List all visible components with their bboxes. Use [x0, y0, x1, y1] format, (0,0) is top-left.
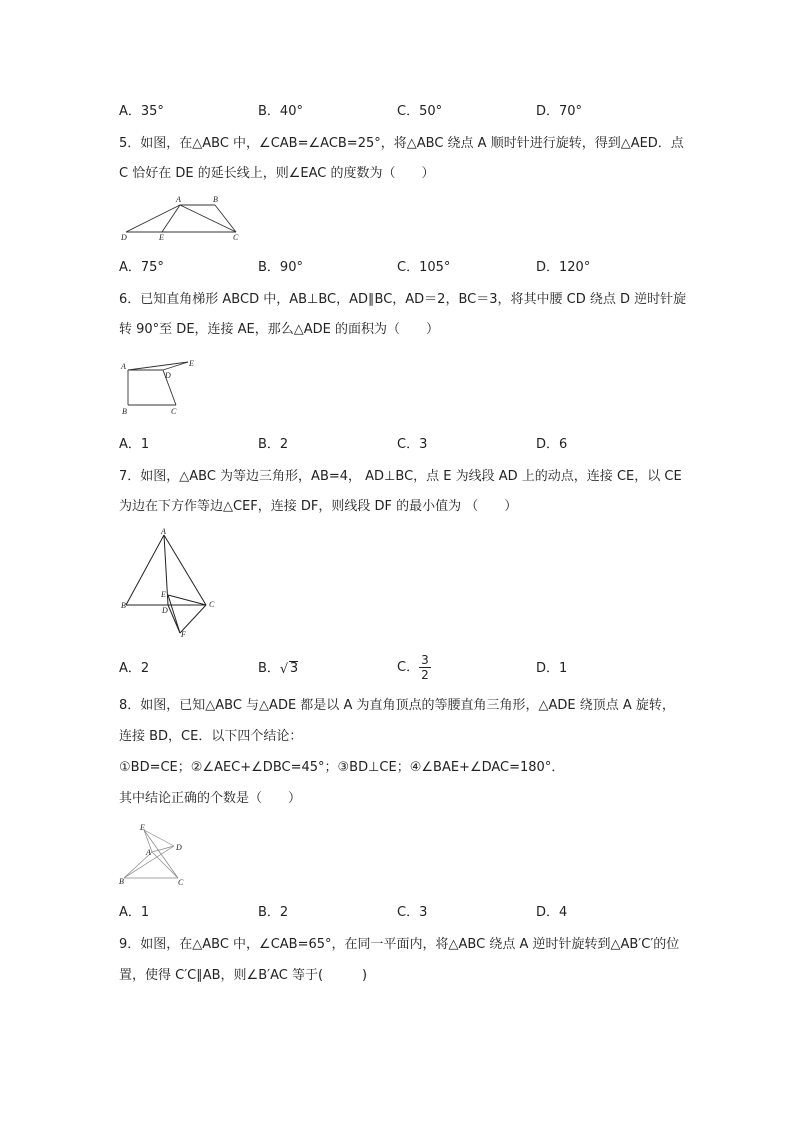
q7-option-a: A．2 — [119, 661, 150, 676]
q8-label-c: C — [178, 878, 184, 887]
q5-label-a: A — [176, 195, 181, 204]
q7-option-c — [397, 651, 431, 685]
q4-option-c: C．50° — [397, 104, 443, 119]
q7-text-line1: 7．如图，△ABC 为等边三角形，AB=4， AD⊥BC，点 E 为线段 AD 上的动点，连接 CE，以 CE — [119, 469, 682, 484]
q8-text-line2: 连接 BD，CE．以下四个结论： — [119, 729, 303, 744]
q6-figure — [118, 350, 203, 420]
q5-figure — [118, 193, 248, 243]
q7-label-c: C — [209, 600, 215, 609]
q6-text-line2: 转 90°至 DE，连接 AE，那么△ADE 的面积为（ ） — [119, 322, 440, 337]
q5-text-line2: C 恰好在 DE 的延长线上，则∠EAC 的度数为（ ） — [119, 166, 435, 181]
q6-label-c: C — [171, 407, 177, 416]
q8-option-b: B．2 — [258, 905, 289, 920]
fraction — [419, 653, 431, 682]
q4-option-a: A．35° — [119, 104, 164, 119]
q6-label-a: A — [121, 362, 126, 371]
q8-label-a: A — [146, 848, 151, 857]
q8-text-line3: ①BD=CE；②∠AEC+∠DBC=45°；③BD⊥CE；④∠BAE+∠DAC=180°． — [119, 760, 565, 775]
q5-text-line1: 5．如图，在△ABC 中，∠CAB=∠ACB=25°，将△ABC 绕点 A 顺时针进行旋转，得到△AED．点 — [119, 136, 684, 151]
q7-label-e: E — [161, 590, 166, 599]
q7-option-c-prefix: C． — [397, 660, 420, 675]
q7-label-d: D — [162, 606, 168, 615]
sqrt-symbol: √ 3 — [279, 661, 299, 677]
q6-option-d: D．6 — [536, 437, 568, 452]
q7-option-d: D．1 — [536, 661, 568, 676]
q7-text-line2: 为边在下方作等边△CEF，连接 DF，则线段 DF 的最小值为 （ ） — [119, 499, 518, 514]
q8-text-line4: 其中结论正确的个数是（ ） — [119, 791, 302, 806]
q8-option-d: D．4 — [536, 905, 568, 920]
q5-label-c: C — [233, 233, 239, 242]
q5-option-c: C．105° — [397, 260, 451, 275]
q7-figure — [118, 527, 223, 640]
q5-option-b: B．90° — [258, 260, 303, 275]
q7-option-b-radicand: 3 — [289, 661, 299, 676]
q7-option-c-numerator: 3 — [421, 653, 429, 667]
q7-option-b — [258, 661, 298, 677]
q8-option-c: C．3 — [397, 905, 428, 920]
q7-label-f: F — [181, 630, 186, 639]
q8-text-line1: 8．如图，已知△ABC 与△ADE 都是以 A 为直角顶点的等腰直角三角形，△ADE 绕顶点 A 旋转， — [119, 698, 675, 713]
q6-option-b: B．2 — [258, 437, 289, 452]
q6-text-line1: 6．已知直角梯形 ABCD 中，AB⊥BC，AD∥BC，AD＝2，BC＝3，将其中腰 CD 绕点 D 逆时针旋 — [119, 292, 687, 307]
q8-label-e: E — [140, 823, 145, 832]
q8-option-a: A．1 — [119, 905, 150, 920]
q6-option-a: A．1 — [119, 437, 150, 452]
q5-label-b: B — [213, 195, 218, 204]
q7-option-c-denominator: 2 — [421, 668, 429, 682]
q6-option-c: C．3 — [397, 437, 428, 452]
q5-label-e: E — [159, 233, 164, 242]
q5-label-d: D — [121, 233, 127, 242]
q7-label-b: B — [121, 601, 126, 610]
q4-option-b: B．40° — [258, 104, 303, 119]
q5-option-d: D．120° — [536, 260, 591, 275]
q6-label-e: E — [189, 359, 194, 368]
q7-label-a: A — [161, 527, 166, 536]
q8-label-b: B — [119, 877, 124, 886]
q6-label-d: D — [165, 371, 171, 380]
q9-text-line2: 置，使得 C′C∥AB，则∠B′AC 等于( ) — [119, 968, 368, 983]
q6-label-b: B — [122, 407, 127, 416]
q7-option-b-prefix: B． — [258, 661, 280, 676]
q5-option-a: A．75° — [119, 260, 164, 275]
q8-figure — [118, 822, 193, 890]
q8-label-d: D — [176, 843, 182, 852]
q4-option-d: D．70° — [536, 104, 583, 119]
q9-text-line1: 9．如图，在△ABC 中，∠CAB=65°，在同一平面内，将△ABC 绕点 A 逆时针旋转到△AB′C′的位 — [119, 937, 680, 952]
